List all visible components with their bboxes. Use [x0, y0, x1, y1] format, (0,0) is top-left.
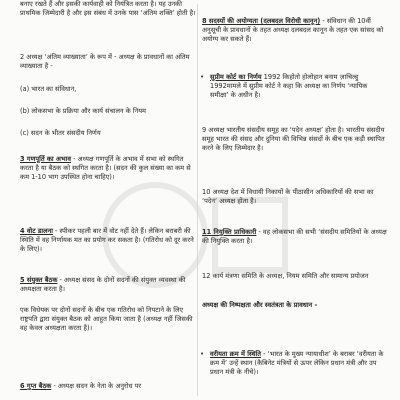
- section-3-text: - अध्यक्ष गणपूर्ति के अभाव में सभा को स्थगित करता है या बैठक को स्थगित करता है। (सदन की कुल संख्या का कम से कम 1-10 भाग उपस्थित होना चाहिए)।: [20, 155, 191, 182]
- section-12: 12 कार्य मंत्रणा समिति के अध्यक्ष, नियम समिति और सामान्य प्रयोजन: [202, 272, 369, 280]
- section-5-title: 5 संयुक्त बैठक: [20, 276, 58, 284]
- bullet-icon: •: [200, 73, 205, 81]
- section-6-title: 6 गुप्त बैठक: [20, 382, 52, 390]
- section-2-item-a: (a) भारत का संविधान,: [20, 85, 77, 93]
- supreme-court-title: सुप्रीम कोर्ट का निर्णय: [210, 73, 262, 81]
- section-4: [20, 227, 196, 255]
- section-10: 10 अध्यक्ष देश में विधायी निकायों के पीठासीन अधिकारियों की सभा का ‘पदेन’ अध्यक्ष होता है।: [202, 188, 374, 206]
- section-8-heading: 8 सदस्यों की अयोग्यता (दलबदल विरोधी कानून): [202, 17, 321, 25]
- right-column: [200, 0, 388, 377]
- independence-heading: अध्यक्ष की निष्पक्षता और स्वतंत्रता के प्रावधान -: [202, 301, 318, 309]
- section-6-text: - अध्यक्ष सदन के नेता के अनुरोध पर: [51, 382, 142, 390]
- section-4-text: - स्पीकर पहली बार में वोट नहीं देते हैं। लेकिन बराबरी की स्थिति में वह निर्णायक मत का प्रयोग कर सकता है। (गतिरोध को दूर करने के लिए)।: [20, 227, 194, 254]
- supreme-court-text: 1992 किहोतो होलोहान बनाम ज़ाचिल्हु 1992मामले में सुप्रीम कोर्ट ने कहा कि अध्यक्ष का निर्णय ‘न्यायिक समीक्षा’ के अधीन है।: [210, 73, 368, 100]
- section-4-title: 4 वोट डालना: [20, 227, 53, 235]
- section-2-heading: 2 अध्यक्ष ‘अंतिम व्याख्याता’ के रूप में - अध्यक्ष के प्रावधानों का अंतिम व्याख्याता है -: [20, 53, 190, 71]
- section-11-title: 11 नियुक्ति प्राधिकारी: [202, 228, 257, 236]
- intro-paragraph: बनाए रखते हैं और इसकी कार्यवाही को नियंत्रित करता है। यह उनकी प्राथमिक जिम्मेदारी है और इस संबंध में उनके पास ‘अंतिम शक्ति’ होती है।: [20, 0, 196, 18]
- section-11-text: - वह लोकसभा की सभी ‘संसदीय समितियों के अध्यक्ष की नियुक्ति करता है।: [202, 228, 387, 246]
- section-3-title: 3 गणपूर्ति का अभाव: [20, 155, 71, 163]
- precedence-title: वरीयता क्रम में स्थिति: [210, 349, 262, 358]
- section-6: [20, 382, 196, 391]
- precedence-note: [202, 350, 388, 378]
- supreme-court-note: [202, 73, 388, 101]
- section-2-item-b: (b) लोकसभा के प्रक्रिया और कार्य संचालन के नियम: [20, 107, 146, 115]
- precedence-text: - ‘भारत के मुख्य न्यायाधीश’ के बराबर ‘वरीयता के क्रम में’ उन्हें स्थान (कैबिनेट मंत्रियों से ऊपर लेकिन प्रधान मंत्री और उप प्रधान मंत्री के नीचे)।: [210, 349, 384, 377]
- bullet-icon: •: [200, 349, 205, 358]
- section-11: [202, 228, 388, 246]
- section-9: 9 अध्यक्ष भारतीय संसदीय समूह का ‘पदेन अध्यक्ष’ होता है। भारतीय संसदीय समूह भारत की संसद और दुनिया की विभिन्न संसदों के बीच एक कड़ी स्थापित करने के लिए जिम्मेदार है।: [202, 126, 385, 153]
- section-8-text: - संविधान की 10वीं अनुसूची के प्रावधानों के तहत अध्यक्ष दलबदल कानून के तहत एक सांसद को अयोग्य कर सकते हैं।: [202, 17, 384, 44]
- section-5: [20, 276, 196, 294]
- section-3: [20, 155, 196, 183]
- section-8: [202, 17, 388, 45]
- section-5-text-2: एक विधेयक पर दोनों सदनों के बीच एक गतिरोध को निपटाने के लिए राष्ट्रपति द्वारा संयुक्त बैठक को आहूत किया जाता है (अध्यक्ष नहीं जिसकी वह केवल अध्यक्षता करता है)।: [20, 306, 193, 333]
- section-5-text-1: - अध्यक्ष संसद के दोनों सदनों की संयुक्त व्यवस्था की अध्यक्षता करता है।: [20, 276, 186, 294]
- column-divider: [197, 4, 198, 396]
- section-2-item-c: (c) सदन के भीतर संसदीय निर्णय: [20, 129, 101, 137]
